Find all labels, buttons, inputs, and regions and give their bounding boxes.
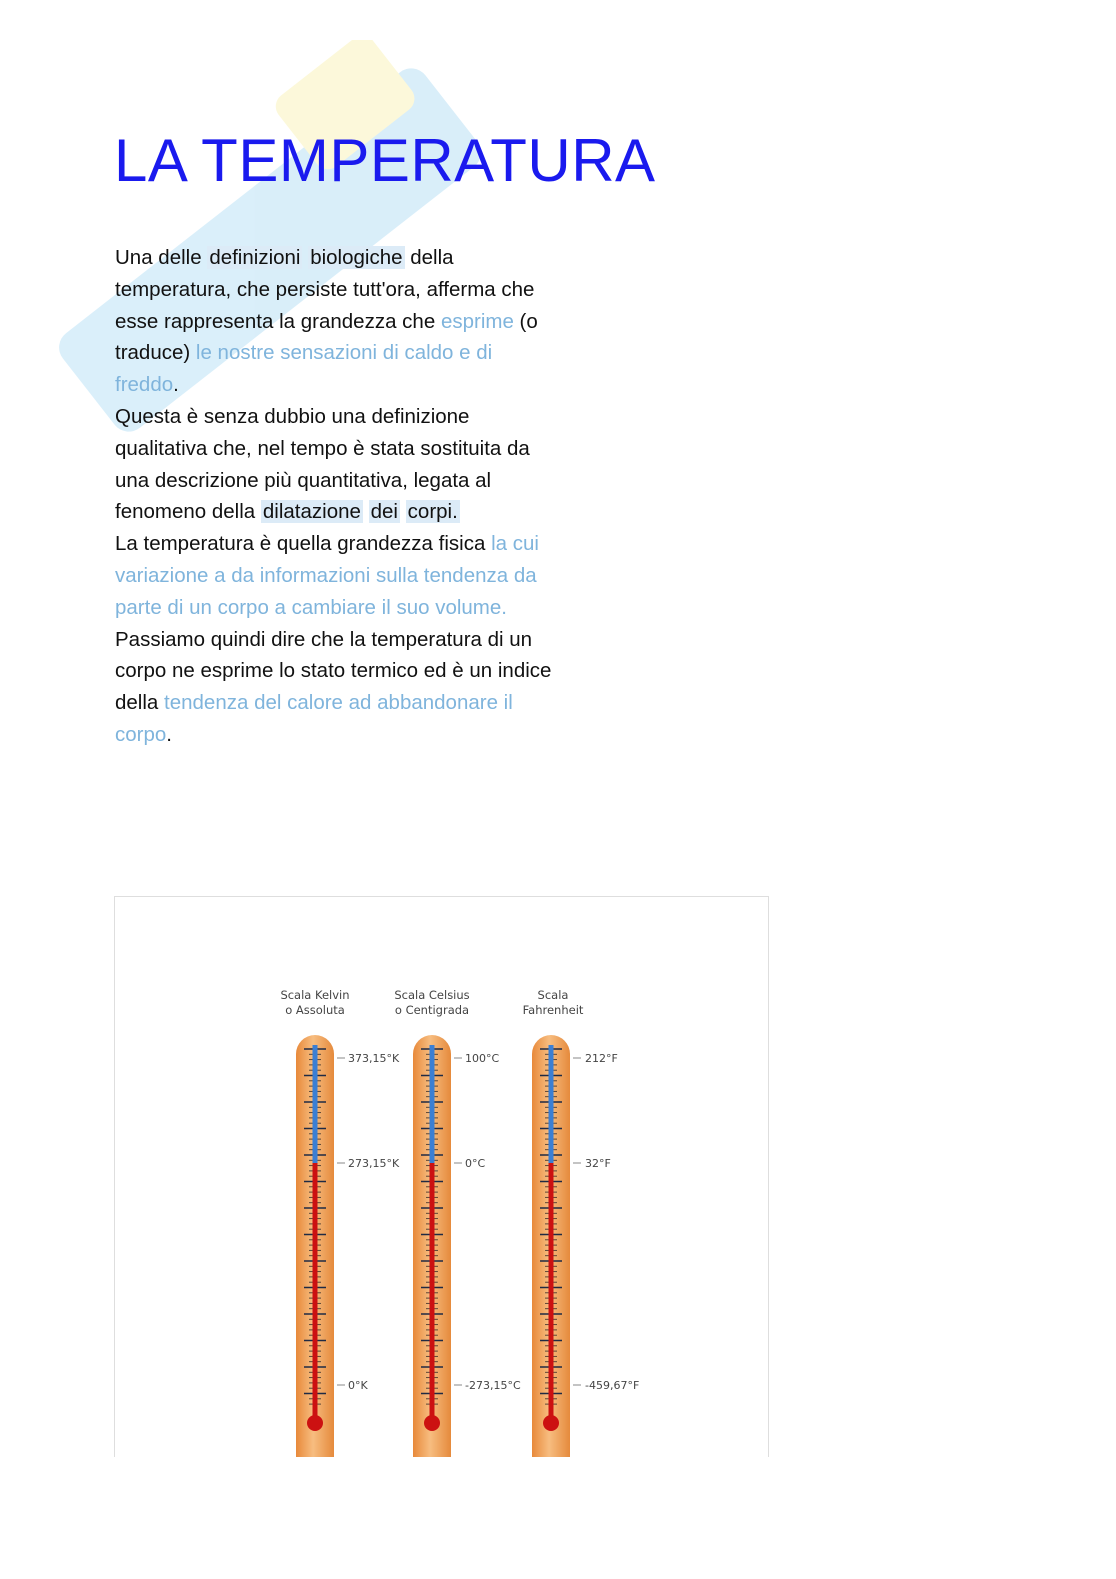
highlighted-word: definizioni (209, 246, 301, 269)
thermometer-celsius (394, 988, 521, 1457)
thermometer-bulb (424, 1415, 440, 1431)
scale-label-mid: 32°F (585, 1157, 611, 1170)
thermometer-illustration (115, 897, 768, 1457)
text-link[interactable]: esprime (440, 309, 514, 333)
text-run: Passiamo quindi dire che la temperatura di un corpo ne esprime lo stato termico ed è un indice della (115, 627, 552, 715)
highlighted-word: dei (370, 500, 398, 524)
text-run: . (166, 722, 172, 746)
scale-label-bottom: 0°K (348, 1379, 368, 1392)
highlighted-word: corpi. (407, 500, 458, 524)
scale-label-mid: 273,15°K (348, 1157, 400, 1170)
thermometer-bulb (543, 1415, 559, 1431)
mercury-hot (313, 1163, 318, 1423)
mercury-cold (430, 1045, 435, 1163)
scale-title: Scala Kelvin (280, 988, 350, 1002)
text-run: della temperatura, che persiste tutt'ora, afferma che esse rappresenta la grandezza che (115, 246, 535, 333)
text-link[interactable]: la cui variazione a da informazioni sulla tendenza da parte di un corpo a cambiare il suo volume. (115, 532, 539, 619)
scale-subtitle: o Assoluta (285, 1003, 345, 1017)
scale-title: Scala (537, 988, 569, 1002)
scale-label-top: 373,15°K (348, 1052, 400, 1065)
text-run: Una delle (115, 246, 208, 269)
scale-label-mid: 0°C (465, 1157, 486, 1170)
text-run: (o traduce) (115, 309, 538, 365)
mercury-cold (313, 1045, 318, 1163)
text-link[interactable]: le nostre sensazioni di caldo e di freddo (115, 341, 493, 397)
text-link[interactable]: tendenza del calore ad abbandonare il corpo (115, 691, 513, 746)
scale-label-bottom: -273,15°C (465, 1379, 521, 1392)
text-run: Questa è senza dubbio una definizione qualitativa che, nel tempo è stata sostituita da una descrizione più quantitativa, legata al fenomeno della (115, 404, 530, 524)
thermometer-bulb (307, 1415, 323, 1431)
thermometer-figure (114, 896, 769, 1457)
scale-subtitle: o Centigrada (394, 1003, 470, 1017)
page-title: LA TEMPERATURA (114, 127, 656, 194)
scale-label-top: 100°C (465, 1052, 500, 1065)
thermometer-fahrenheit (523, 988, 640, 1457)
scale-subtitle: Fahrenheit (522, 1003, 584, 1017)
body-text (115, 242, 555, 751)
mercury-hot (430, 1163, 435, 1423)
highlighted-word: dilatazione (262, 500, 361, 524)
text-run: La temperatura è quella grandezza fisica (115, 532, 492, 556)
highlighted-word: biologiche (310, 246, 403, 269)
scale-title: Scala Celsius (394, 988, 470, 1002)
thermometer-kelvin (280, 988, 400, 1457)
scale-label-bottom: -459,67°F (585, 1379, 640, 1392)
text-run: . (173, 373, 179, 397)
scale-label-top: 212°F (585, 1052, 618, 1065)
mercury-hot (549, 1163, 554, 1423)
mercury-cold (549, 1045, 554, 1163)
